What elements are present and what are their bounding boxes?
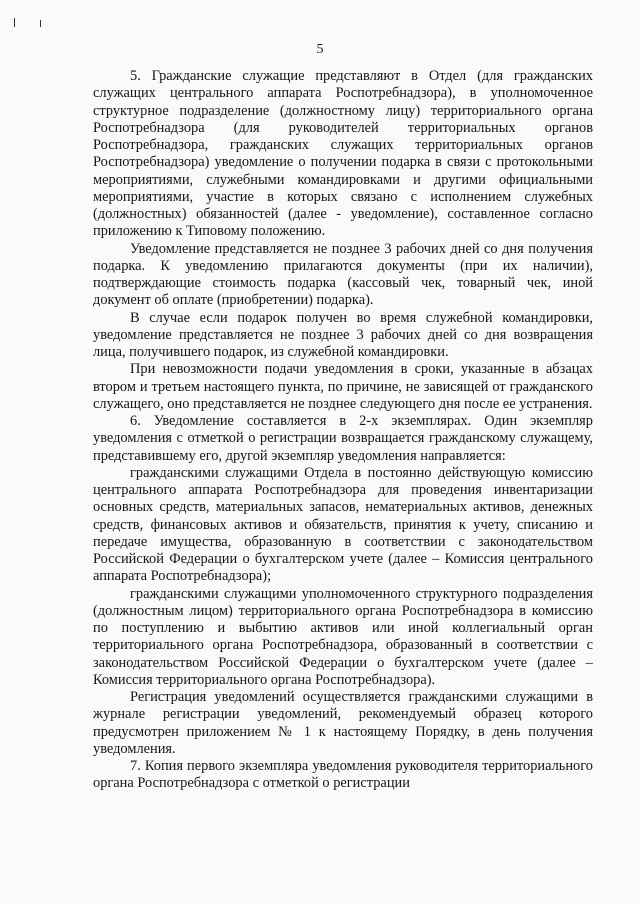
paragraph: 6. Уведомление составляется в 2-х экземплярах. Один экземпляр уведомления с отметкой о регистрации возвращается гражданскому служащему, представившему его, другой экземпляр уведомления направляется:: [93, 413, 593, 464]
paragraph: 5. Гражданские служащие представляют в Отдел (для гражданских служащих центрального аппарата Роспотребнадзора), в уполномоченное структурное подразделение (должностному лицу) территориального органа Роспотребнадзора (для руководителей территориальных органов Роспотребнадзора, гражданских служащих территориальных органов Роспотребнадзора) уведомление о получении подарка в связи с протокольными мероприятиями, служебными командировками и другими официальными мероприятиями, участие в которых связано с исполнением служебных (должностных) обязанностей (далее - уведомление), составленное согласно приложению к Типовому положению.: [93, 68, 593, 240]
paragraph: Уведомление представляется не позднее 3 рабочих дней со дня получения подарка. К уведомлению прилагаются документы (при их наличии), подтверждающие стоимость подарка (кассовый чек, товарный чек, иной документ об оплате (приобретении) подарка).: [93, 240, 593, 309]
paragraph: гражданскими служащими уполномоченного структурного подразделения (должностным лицом) территориального органа Роспотребнадзора в комиссию по поступлению и выбытию активов или иной коллегиальный орган территориального органа Роспотребнадзора, образованный в соответствии с законодательством Российской Федерации о бухгалтерском учете (далее – Комиссия территориального органа Роспотребнадзора).: [93, 585, 593, 688]
paragraph: гражданскими служащими Отдела в постоянно действующую комиссию центрального аппарата Роспотребнадзора для проведения инвентаризации основных средств, материальных запасов, нематериальных активов, денежных средств, финансовых активов и обязательств, принятия к учету, списанию и передаче имущества, образованную в соответствии с законодательством Российской Федерации о бухгалтерском учете (далее – Комиссия центрального аппарата Роспотребнадзора);: [93, 464, 593, 585]
paragraph: В случае если подарок получен во время служебной командировки, уведомление представляется не позднее 3 рабочих дней со дня возвращения лица, получившего подарок, из служебной командировки.: [93, 309, 593, 360]
document-body: [93, 68, 593, 793]
paragraph: Регистрация уведомлений осуществляется гражданскими служащими в журнале регистрации уведомлений, рекомендуемый образец которого предусмотрен приложением № 1 к настоящему Порядку, в день получения уведомления.: [93, 689, 593, 757]
paragraph: 7. Копия первого экземпляра уведомления руководителя территориального органа Роспотребнадзора с отметкой о регистрации: [93, 758, 593, 792]
page-number: 5: [316, 42, 324, 57]
scan-margin-mark: [14, 18, 15, 27]
paragraph: При невозможности подачи уведомления в сроки, указанные в абзацах втором и третьем настоящего пункта, по причине, не зависящей от гражданского служащего, оно представляется не позднее следующего дня после ее устранения.: [93, 361, 593, 412]
scan-margin-mark: [40, 20, 41, 27]
